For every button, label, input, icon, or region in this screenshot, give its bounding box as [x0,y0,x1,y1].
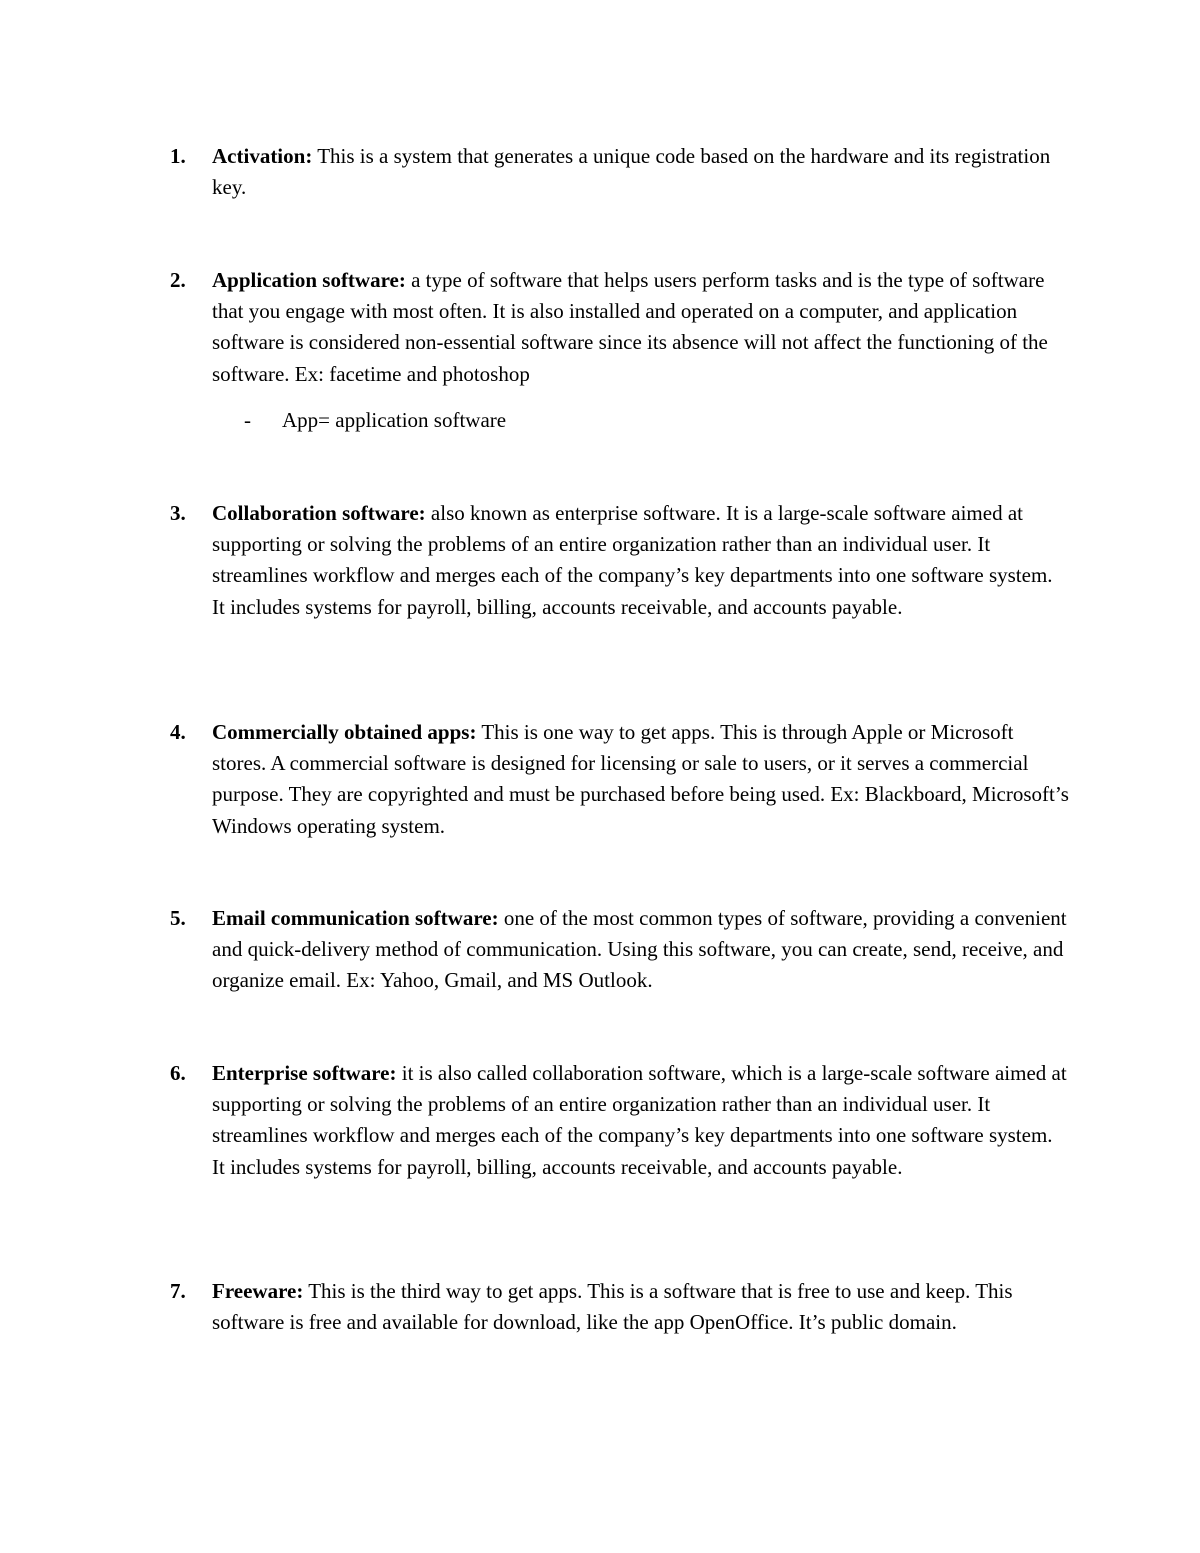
list-item-email-communication-software [170,903,1070,997]
definition-text: also known as enterprise software. It is a large-scale software aimed at supporting or solving the problems of an entire organization rather than an individual user. It streamlines workflow and merges each of the company’s key departments into one software system. It includes systems for payroll, billing, accounts receivable, and accounts payable. [212,501,1053,619]
term-label: Commercially obtained apps: [212,720,477,744]
definition-text: This is a system that generates a unique code based on the hardware and its registration key. [212,144,1051,200]
list-item-commercially-obtained-apps [170,717,1070,842]
list-number: 7. [170,1279,186,1303]
list-item-body [212,903,1070,997]
term-label: Application software: [212,268,406,292]
list-number: 3. [170,501,186,525]
list-item-body [212,265,1070,390]
list-number: 2. [170,268,186,292]
term-label: Freeware: [212,1279,304,1303]
list-item-collaboration-software [170,498,1070,623]
term-label: Activation: [212,144,313,168]
list-item-body [212,1058,1070,1183]
term-label: Enterprise software: [212,1061,397,1085]
dash-bullet: - [244,408,251,432]
list-number: 5. [170,906,186,930]
list-item-body [212,141,1070,203]
list-item-freeware [170,1276,1070,1338]
term-label: Email communication software: [212,906,499,930]
definition-text: This is one way to get apps. This is through Apple or Microsoft stores. A commercial software is designed for licensing or sale to users, or it serves a commercial purpose. They are copyrighted and must be purchased before being used. Ex: Blackboard, Microsoft’s Windows operating system. [212,720,1069,838]
list-number: 1. [170,144,186,168]
sub-bullet-text: App= application software [282,408,507,432]
list-item-activation [170,141,1070,203]
list-number: 6. [170,1061,186,1085]
list-item-body [212,498,1070,623]
list-item-application-software [170,265,1070,390]
term-label: Collaboration software: [212,501,426,525]
list-item-body [212,717,1070,842]
list-number: 4. [170,720,186,744]
definition-text: one of the most common types of software, providing a convenient and quick-delivery method of communication. Using this software, you can create, send, receive, and organize email. Ex: Yahoo, Gmail, and MS Outlook. [212,906,1067,993]
sub-bullet-app [244,405,944,436]
definition-text: a type of software that helps users perform tasks and is the type of software that you engage with most often. It is also installed and operated on a computer, and application software is considered non-essential software since its absence will not affect the functioning of the software. Ex: facetime and photoshop [212,268,1048,386]
list-item-enterprise-software [170,1058,1070,1183]
definition-text: This is the third way to get apps. This is a software that is free to use and keep. This software is free and available for download, like the app OpenOffice. It’s public domain. [212,1279,1013,1335]
definition-text: it is also called collaboration software, which is a large-scale software aimed at supporting or solving the problems of an entire organization rather than an individual user. It streamlines workflow and merges each of the company’s key departments into one software system. It includes systems for payroll, billing, accounts receivable, and accounts payable. [212,1061,1067,1179]
list-item-body [212,1276,1070,1338]
